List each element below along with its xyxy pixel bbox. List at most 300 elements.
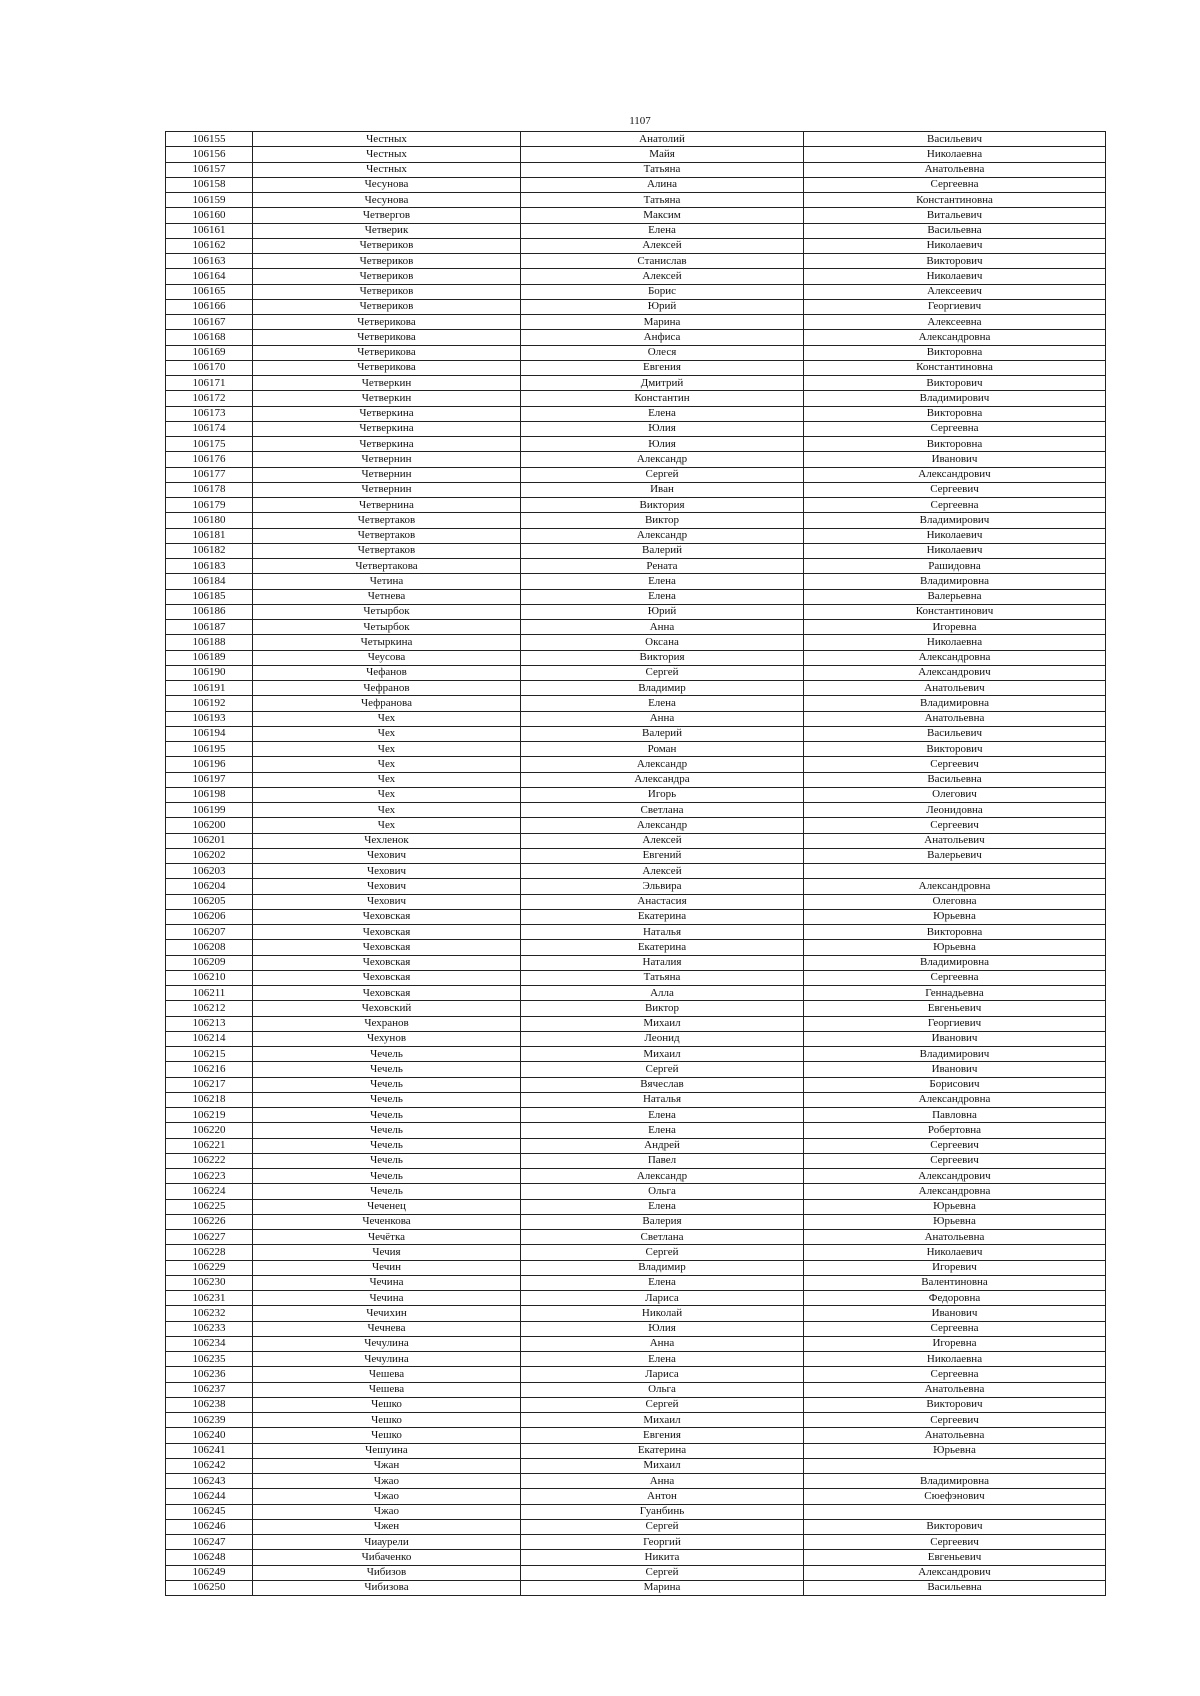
table-row bbox=[166, 1489, 1106, 1504]
record-number-cell: 106182 bbox=[166, 543, 253, 558]
table-row bbox=[166, 864, 1106, 879]
record-number-cell: 106210 bbox=[166, 970, 253, 985]
first-name-cell: Елена bbox=[521, 1352, 804, 1367]
surname-cell: Четнева bbox=[253, 589, 521, 604]
table-row bbox=[166, 421, 1106, 436]
registry-body bbox=[166, 132, 1106, 1596]
table-row bbox=[166, 360, 1106, 375]
first-name-cell: Алла bbox=[521, 986, 804, 1001]
record-number-cell: 106170 bbox=[166, 360, 253, 375]
first-name-cell: Анатолий bbox=[521, 132, 804, 147]
table-row bbox=[166, 1062, 1106, 1077]
first-name-cell: Елена bbox=[521, 1199, 804, 1214]
table-row bbox=[166, 223, 1106, 238]
first-name-cell: Оксана bbox=[521, 635, 804, 650]
record-number-cell: 106167 bbox=[166, 315, 253, 330]
patronymic-cell: Николаевна bbox=[804, 1352, 1106, 1367]
record-number-cell: 106218 bbox=[166, 1092, 253, 1107]
record-number-cell: 106172 bbox=[166, 391, 253, 406]
first-name-cell: Сергей bbox=[521, 1565, 804, 1580]
surname-cell: Чечель bbox=[253, 1138, 521, 1153]
first-name-cell: Марина bbox=[521, 315, 804, 330]
record-number-cell: 106192 bbox=[166, 696, 253, 711]
table-row bbox=[166, 1306, 1106, 1321]
record-number-cell: 106169 bbox=[166, 345, 253, 360]
record-number-cell: 106219 bbox=[166, 1108, 253, 1123]
patronymic-cell: Олеговна bbox=[804, 894, 1106, 909]
first-name-cell: Светлана bbox=[521, 1230, 804, 1245]
record-number-cell: 106230 bbox=[166, 1275, 253, 1290]
table-row bbox=[166, 1138, 1106, 1153]
patronymic-cell: Федоровна bbox=[804, 1291, 1106, 1306]
surname-cell: Чечель bbox=[253, 1062, 521, 1077]
record-number-cell: 106246 bbox=[166, 1519, 253, 1534]
record-number-cell: 106178 bbox=[166, 482, 253, 497]
record-number-cell: 106161 bbox=[166, 223, 253, 238]
record-number-cell: 106232 bbox=[166, 1306, 253, 1321]
surname-cell: Чечель bbox=[253, 1047, 521, 1062]
surname-cell: Четвериков bbox=[253, 238, 521, 253]
surname-cell: Четверикова bbox=[253, 345, 521, 360]
record-number-cell: 106199 bbox=[166, 803, 253, 818]
surname-cell: Чехранов bbox=[253, 1016, 521, 1031]
record-number-cell: 106240 bbox=[166, 1428, 253, 1443]
first-name-cell: Елена bbox=[521, 696, 804, 711]
patronymic-cell: Анатольевна bbox=[804, 162, 1106, 177]
surname-cell: Чечель bbox=[253, 1123, 521, 1138]
record-number-cell: 106156 bbox=[166, 147, 253, 162]
record-number-cell: 106183 bbox=[166, 559, 253, 574]
table-row bbox=[166, 650, 1106, 665]
surname-cell: Чеховская bbox=[253, 909, 521, 924]
patronymic-cell: Игоревна bbox=[804, 1336, 1106, 1351]
patronymic-cell: Сергеевна bbox=[804, 970, 1106, 985]
record-number-cell: 106239 bbox=[166, 1413, 253, 1428]
patronymic-cell: Николаевич bbox=[804, 543, 1106, 558]
first-name-cell: Алексей bbox=[521, 864, 804, 879]
patronymic-cell: Алексеевна bbox=[804, 315, 1106, 330]
table-row bbox=[166, 1291, 1106, 1306]
record-number-cell: 106171 bbox=[166, 376, 253, 391]
record-number-cell: 106185 bbox=[166, 589, 253, 604]
surname-cell: Чеховская bbox=[253, 940, 521, 955]
record-number-cell: 106165 bbox=[166, 284, 253, 299]
first-name-cell: Дмитрий bbox=[521, 376, 804, 391]
patronymic-cell: Владимирович bbox=[804, 391, 1106, 406]
record-number-cell: 106225 bbox=[166, 1199, 253, 1214]
patronymic-cell: Александрович bbox=[804, 467, 1106, 482]
first-name-cell: Татьяна bbox=[521, 193, 804, 208]
patronymic-cell: Юрьевна bbox=[804, 1214, 1106, 1229]
patronymic-cell: Николаевна bbox=[804, 635, 1106, 650]
table-row bbox=[166, 1443, 1106, 1458]
table-row bbox=[166, 1458, 1106, 1473]
table-row bbox=[166, 193, 1106, 208]
patronymic-cell: Владимирович bbox=[804, 1047, 1106, 1062]
surname-cell: Чеховская bbox=[253, 986, 521, 1001]
table-row bbox=[166, 1153, 1106, 1168]
patronymic-cell: Сергеевна bbox=[804, 1367, 1106, 1382]
patronymic-cell: Константиновна bbox=[804, 193, 1106, 208]
page-number: 1107 bbox=[629, 115, 651, 127]
first-name-cell: Елена bbox=[521, 406, 804, 421]
patronymic-cell: Сергеевич bbox=[804, 1153, 1106, 1168]
first-name-cell: Георгий bbox=[521, 1535, 804, 1550]
surname-cell: Чех bbox=[253, 803, 521, 818]
patronymic-cell bbox=[804, 864, 1106, 879]
record-number-cell: 106200 bbox=[166, 818, 253, 833]
first-name-cell: Михаил bbox=[521, 1016, 804, 1031]
surname-cell: Чеховская bbox=[253, 925, 521, 940]
patronymic-cell: Анатольевич bbox=[804, 833, 1106, 848]
surname-cell: Четвернин bbox=[253, 452, 521, 467]
table-row bbox=[166, 238, 1106, 253]
table-row bbox=[166, 1123, 1106, 1138]
table-row bbox=[166, 1047, 1106, 1062]
surname-cell: Чеховская bbox=[253, 970, 521, 985]
patronymic-cell: Павловна bbox=[804, 1108, 1106, 1123]
record-number-cell: 106234 bbox=[166, 1336, 253, 1351]
patronymic-cell: Викторович bbox=[804, 1519, 1106, 1534]
record-number-cell: 106159 bbox=[166, 193, 253, 208]
record-number-cell: 106241 bbox=[166, 1443, 253, 1458]
first-name-cell: Николай bbox=[521, 1306, 804, 1321]
surname-cell: Четверкин bbox=[253, 376, 521, 391]
surname-cell: Чеховская bbox=[253, 955, 521, 970]
first-name-cell: Елена bbox=[521, 1123, 804, 1138]
first-name-cell: Павел bbox=[521, 1153, 804, 1168]
surname-cell: Чешко bbox=[253, 1413, 521, 1428]
patronymic-cell: Константиновна bbox=[804, 360, 1106, 375]
patronymic-cell: Сергеевна bbox=[804, 177, 1106, 192]
table-row bbox=[166, 620, 1106, 635]
first-name-cell: Наталия bbox=[521, 955, 804, 970]
patronymic-cell: Анатольевна bbox=[804, 1382, 1106, 1397]
first-name-cell: Сергей bbox=[521, 1397, 804, 1412]
first-name-cell: Елена bbox=[521, 1275, 804, 1290]
patronymic-cell: Сергеевич bbox=[804, 1413, 1106, 1428]
surname-cell: Чеусова bbox=[253, 650, 521, 665]
table-row bbox=[166, 254, 1106, 269]
record-number-cell: 106177 bbox=[166, 467, 253, 482]
first-name-cell: Юлия bbox=[521, 1321, 804, 1336]
table-row bbox=[166, 1275, 1106, 1290]
first-name-cell: Виктор bbox=[521, 1001, 804, 1016]
table-row bbox=[166, 406, 1106, 421]
surname-cell: Чжао bbox=[253, 1489, 521, 1504]
surname-cell: Чефранов bbox=[253, 681, 521, 696]
record-number-cell: 106212 bbox=[166, 1001, 253, 1016]
surname-cell: Чефанов bbox=[253, 665, 521, 680]
patronymic-cell: Робертовна bbox=[804, 1123, 1106, 1138]
table-row bbox=[166, 1474, 1106, 1489]
first-name-cell: Владимир bbox=[521, 1260, 804, 1275]
table-row bbox=[166, 1367, 1106, 1382]
table-row bbox=[166, 162, 1106, 177]
patronymic-cell: Владимировна bbox=[804, 1474, 1106, 1489]
surname-cell: Чешко bbox=[253, 1397, 521, 1412]
table-row bbox=[166, 589, 1106, 604]
surname-cell: Четвернина bbox=[253, 498, 521, 513]
table-row bbox=[166, 1382, 1106, 1397]
patronymic-cell: Сергеевич bbox=[804, 818, 1106, 833]
first-name-cell: Леонид bbox=[521, 1031, 804, 1046]
patronymic-cell: Борисович bbox=[804, 1077, 1106, 1092]
first-name-cell: Ольга bbox=[521, 1382, 804, 1397]
surname-cell: Чесунова bbox=[253, 193, 521, 208]
record-number-cell: 106196 bbox=[166, 757, 253, 772]
table-row bbox=[166, 1336, 1106, 1351]
patronymic-cell: Иванович bbox=[804, 1306, 1106, 1321]
record-number-cell: 106231 bbox=[166, 1291, 253, 1306]
surname-cell: Четвертакова bbox=[253, 559, 521, 574]
patronymic-cell: Юрьевна bbox=[804, 909, 1106, 924]
first-name-cell: Александр bbox=[521, 452, 804, 467]
record-number-cell: 106226 bbox=[166, 1214, 253, 1229]
table-row bbox=[166, 482, 1106, 497]
patronymic-cell: Сергеевна bbox=[804, 498, 1106, 513]
record-number-cell: 106190 bbox=[166, 665, 253, 680]
surname-cell: Чешева bbox=[253, 1382, 521, 1397]
record-number-cell: 106158 bbox=[166, 177, 253, 192]
table-row bbox=[166, 1565, 1106, 1580]
table-row bbox=[166, 986, 1106, 1001]
record-number-cell: 106242 bbox=[166, 1458, 253, 1473]
surname-cell: Чех bbox=[253, 772, 521, 787]
record-number-cell: 106236 bbox=[166, 1367, 253, 1382]
first-name-cell: Станислав bbox=[521, 254, 804, 269]
first-name-cell: Ольга bbox=[521, 1184, 804, 1199]
surname-cell: Чечина bbox=[253, 1275, 521, 1290]
first-name-cell: Сергей bbox=[521, 665, 804, 680]
surname-cell: Чибаченко bbox=[253, 1550, 521, 1565]
surname-cell: Чечихин bbox=[253, 1306, 521, 1321]
first-name-cell: Татьяна bbox=[521, 970, 804, 985]
first-name-cell: Михаил bbox=[521, 1458, 804, 1473]
first-name-cell: Валерий bbox=[521, 726, 804, 741]
record-number-cell: 106214 bbox=[166, 1031, 253, 1046]
surname-cell: Честных bbox=[253, 162, 521, 177]
patronymic-cell: Александровна bbox=[804, 650, 1106, 665]
surname-cell: Четина bbox=[253, 574, 521, 589]
first-name-cell: Елена bbox=[521, 574, 804, 589]
table-row bbox=[166, 848, 1106, 863]
record-number-cell: 106205 bbox=[166, 894, 253, 909]
table-row bbox=[166, 681, 1106, 696]
surname-cell: Чехленок bbox=[253, 833, 521, 848]
record-number-cell: 106202 bbox=[166, 848, 253, 863]
record-number-cell: 106168 bbox=[166, 330, 253, 345]
surname-cell: Чехович bbox=[253, 864, 521, 879]
surname-cell: Чечулина bbox=[253, 1352, 521, 1367]
record-number-cell: 106245 bbox=[166, 1504, 253, 1519]
table-row bbox=[166, 284, 1106, 299]
patronymic-cell: Сергеевич bbox=[804, 757, 1106, 772]
record-number-cell: 106224 bbox=[166, 1184, 253, 1199]
table-row bbox=[166, 147, 1106, 162]
table-row bbox=[166, 1092, 1106, 1107]
patronymic-cell: Рашидовна bbox=[804, 559, 1106, 574]
surname-cell: Чех bbox=[253, 757, 521, 772]
patronymic-cell: Евгеньевич bbox=[804, 1550, 1106, 1565]
table-row bbox=[166, 1550, 1106, 1565]
surname-cell: Чех bbox=[253, 726, 521, 741]
patronymic-cell: Николаевна bbox=[804, 147, 1106, 162]
surname-cell: Чечель bbox=[253, 1077, 521, 1092]
table-row bbox=[166, 604, 1106, 619]
record-number-cell: 106211 bbox=[166, 986, 253, 1001]
first-name-cell: Гуанбинь bbox=[521, 1504, 804, 1519]
table-row bbox=[166, 391, 1106, 406]
surname-cell: Четыркина bbox=[253, 635, 521, 650]
record-number-cell: 106233 bbox=[166, 1321, 253, 1336]
patronymic-cell: Валерьевна bbox=[804, 589, 1106, 604]
patronymic-cell: Николаевич bbox=[804, 269, 1106, 284]
record-number-cell: 106191 bbox=[166, 681, 253, 696]
table-row bbox=[166, 498, 1106, 513]
table-row bbox=[166, 345, 1106, 360]
record-number-cell: 106189 bbox=[166, 650, 253, 665]
surname-cell: Чечия bbox=[253, 1245, 521, 1260]
record-number-cell: 106198 bbox=[166, 787, 253, 802]
patronymic-cell: Сергеевна bbox=[804, 1321, 1106, 1336]
surname-cell: Чжен bbox=[253, 1519, 521, 1534]
surname-cell: Чешева bbox=[253, 1367, 521, 1382]
patronymic-cell: Викторович bbox=[804, 254, 1106, 269]
table-row bbox=[166, 879, 1106, 894]
table-row bbox=[166, 1169, 1106, 1184]
patronymic-cell: Александровна bbox=[804, 1184, 1106, 1199]
record-number-cell: 106203 bbox=[166, 864, 253, 879]
record-number-cell: 106201 bbox=[166, 833, 253, 848]
surname-cell: Чешуина bbox=[253, 1443, 521, 1458]
surname-cell: Четверик bbox=[253, 223, 521, 238]
surname-cell: Чеченкова bbox=[253, 1214, 521, 1229]
table-row bbox=[166, 1214, 1106, 1229]
record-number-cell: 106237 bbox=[166, 1382, 253, 1397]
patronymic-cell: Владимировна bbox=[804, 955, 1106, 970]
record-number-cell: 106204 bbox=[166, 879, 253, 894]
surname-cell: Четверкина bbox=[253, 437, 521, 452]
patronymic-cell: Васильевич bbox=[804, 726, 1106, 741]
table-row bbox=[166, 1230, 1106, 1245]
table-row bbox=[166, 696, 1106, 711]
patronymic-cell: Сергеевич bbox=[804, 1138, 1106, 1153]
patronymic-cell bbox=[804, 1458, 1106, 1473]
surname-cell: Четвернин bbox=[253, 482, 521, 497]
first-name-cell: Юлия bbox=[521, 421, 804, 436]
first-name-cell: Александр bbox=[521, 1169, 804, 1184]
patronymic-cell: Васильевич bbox=[804, 132, 1106, 147]
record-number-cell: 106220 bbox=[166, 1123, 253, 1138]
patronymic-cell: Юрьевна bbox=[804, 1199, 1106, 1214]
record-number-cell: 106186 bbox=[166, 604, 253, 619]
table-row bbox=[166, 1504, 1106, 1519]
first-name-cell: Лариса bbox=[521, 1367, 804, 1382]
first-name-cell: Екатерина bbox=[521, 940, 804, 955]
record-number-cell: 106243 bbox=[166, 1474, 253, 1489]
record-number-cell: 106174 bbox=[166, 421, 253, 436]
record-number-cell: 106206 bbox=[166, 909, 253, 924]
table-row bbox=[166, 437, 1106, 452]
record-number-cell: 106163 bbox=[166, 254, 253, 269]
record-number-cell: 106221 bbox=[166, 1138, 253, 1153]
first-name-cell: Екатерина bbox=[521, 909, 804, 924]
first-name-cell: Анфиса bbox=[521, 330, 804, 345]
first-name-cell: Юрий bbox=[521, 604, 804, 619]
surname-cell: Чешко bbox=[253, 1428, 521, 1443]
patronymic-cell: Евгеньевич bbox=[804, 1001, 1106, 1016]
patronymic-cell: Васильевна bbox=[804, 772, 1106, 787]
surname-cell: Чибизов bbox=[253, 1565, 521, 1580]
surname-cell: Чечулина bbox=[253, 1336, 521, 1351]
patronymic-cell: Георгиевич bbox=[804, 299, 1106, 314]
patronymic-cell: Юрьевна bbox=[804, 1443, 1106, 1458]
first-name-cell: Максим bbox=[521, 208, 804, 223]
record-number-cell: 106195 bbox=[166, 742, 253, 757]
table-row bbox=[166, 711, 1106, 726]
first-name-cell: Михаил bbox=[521, 1047, 804, 1062]
table-row bbox=[166, 376, 1106, 391]
first-name-cell: Анна bbox=[521, 1336, 804, 1351]
first-name-cell: Игорь bbox=[521, 787, 804, 802]
first-name-cell: Сергей bbox=[521, 1062, 804, 1077]
surname-cell: Чжао bbox=[253, 1504, 521, 1519]
surname-cell: Чесунова bbox=[253, 177, 521, 192]
patronymic-cell: Алексеевич bbox=[804, 284, 1106, 299]
patronymic-cell: Константинович bbox=[804, 604, 1106, 619]
first-name-cell: Владимир bbox=[521, 681, 804, 696]
table-row bbox=[166, 177, 1106, 192]
first-name-cell: Александр bbox=[521, 528, 804, 543]
first-name-cell: Наталья bbox=[521, 925, 804, 940]
first-name-cell: Эльвира bbox=[521, 879, 804, 894]
table-row bbox=[166, 772, 1106, 787]
table-row bbox=[166, 955, 1106, 970]
surname-cell: Чеховский bbox=[253, 1001, 521, 1016]
table-row bbox=[166, 513, 1106, 528]
first-name-cell: Анна bbox=[521, 1474, 804, 1489]
first-name-cell: Елена bbox=[521, 589, 804, 604]
patronymic-cell: Сергеевна bbox=[804, 421, 1106, 436]
table-row bbox=[166, 1031, 1106, 1046]
surname-cell: Чехович bbox=[253, 894, 521, 909]
first-name-cell: Александр bbox=[521, 757, 804, 772]
patronymic-cell: Александровна bbox=[804, 330, 1106, 345]
surname-cell: Четверикова bbox=[253, 315, 521, 330]
patronymic-cell: Иванович bbox=[804, 1031, 1106, 1046]
table-row bbox=[166, 726, 1106, 741]
first-name-cell: Михаил bbox=[521, 1413, 804, 1428]
patronymic-cell: Николаевич bbox=[804, 1245, 1106, 1260]
table-row bbox=[166, 543, 1106, 558]
table-row bbox=[166, 1321, 1106, 1336]
surname-cell: Чечель bbox=[253, 1092, 521, 1107]
first-name-cell: Татьяна bbox=[521, 162, 804, 177]
patronymic-cell: Игоревна bbox=[804, 620, 1106, 635]
first-name-cell: Сергей bbox=[521, 1245, 804, 1260]
surname-cell: Чех bbox=[253, 787, 521, 802]
table-row bbox=[166, 452, 1106, 467]
first-name-cell: Евгения bbox=[521, 360, 804, 375]
surname-cell: Четвериков bbox=[253, 284, 521, 299]
registry-table bbox=[165, 131, 1106, 1596]
table-row bbox=[166, 803, 1106, 818]
surname-cell: Чех bbox=[253, 818, 521, 833]
patronymic-cell: Николаевич bbox=[804, 238, 1106, 253]
record-number-cell: 106209 bbox=[166, 955, 253, 970]
table-row bbox=[166, 970, 1106, 985]
